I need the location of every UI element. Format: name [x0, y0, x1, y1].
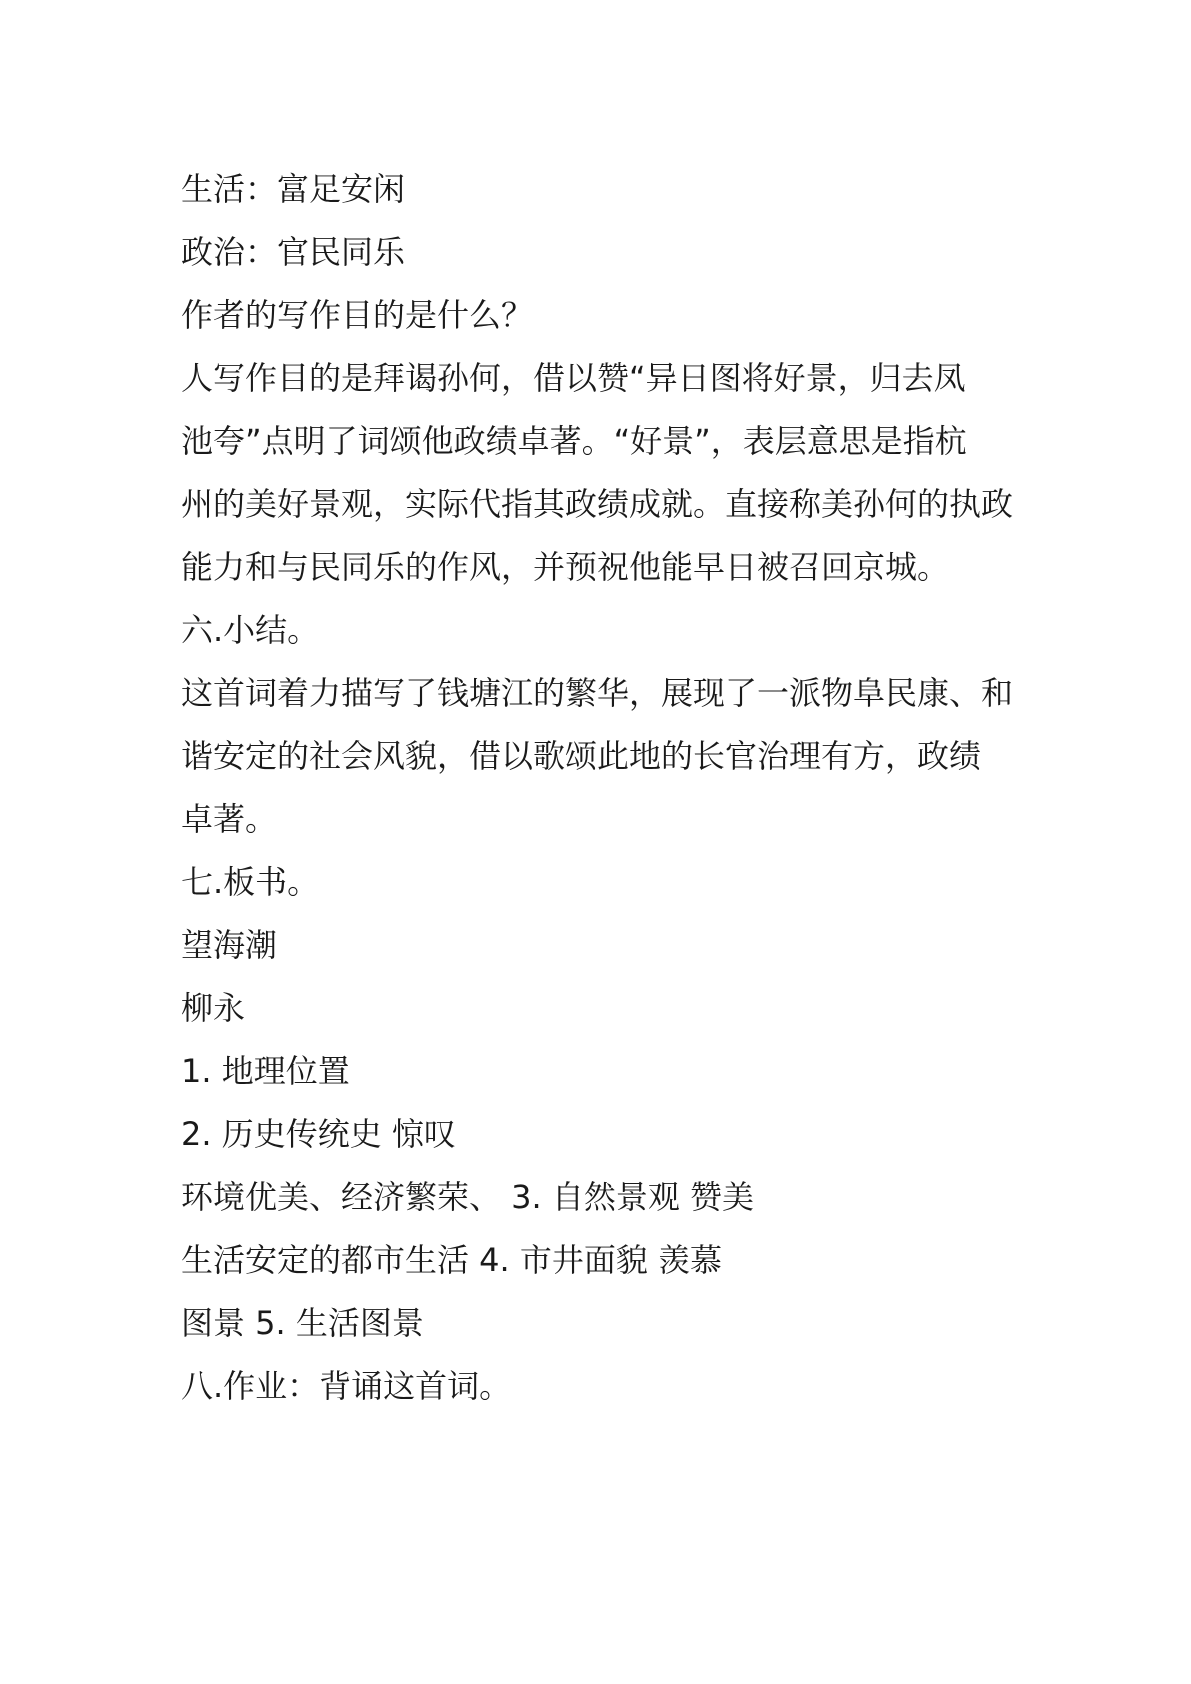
outline-item: 环境优美、经济繁荣、 3. 自然景观 赞美: [181, 1178, 755, 1216]
paragraph-line: 谐安定的社会风貌，借以歌颂此地的长官治理有方，政绩: [181, 737, 982, 775]
outline-item: 1. 地理位置: [181, 1052, 350, 1090]
text-line-politics: 政治：官民同乐: [181, 233, 406, 271]
poem-author: 柳永: [181, 989, 246, 1027]
paragraph-line: 卓著。: [181, 800, 278, 838]
section-heading-homework: 八.作业：背诵这首词。: [181, 1367, 512, 1405]
text-line-life: 生活：富足安闲: [181, 170, 406, 208]
section-heading-blackboard: 七.板书。: [181, 863, 320, 901]
outline-item: 2. 历史传统史 惊叹: [181, 1115, 456, 1153]
paragraph-line: 池夸”点明了词颂他政绩卓著。“好景”，表层意思是指杭: [181, 422, 967, 460]
paragraph-line: 能力和与民同乐的作风，并预祝他能早日被召回京城。: [181, 548, 950, 586]
paragraph-line: 人写作目的是拜谒孙何，借以赞“异日图将好景，归去凤: [181, 359, 966, 397]
paragraph-line: 这首词着力描写了钱塘江的繁华，展现了一派物阜民康、和: [181, 674, 1014, 712]
paragraph-line: 州的美好景观，实际代指其政绩成就。直接称美孙何的执政: [181, 485, 1014, 523]
question-heading: 作者的写作目的是什么？: [181, 296, 534, 334]
section-heading-summary: 六.小结。: [181, 611, 320, 649]
poem-title: 望海潮: [181, 926, 278, 964]
outline-item: 生活安定的都市生活 4. 市井面貌 羡慕: [181, 1241, 723, 1279]
document-body: [181, 158, 1031, 1418]
outline-item: 图景 5. 生活图景: [181, 1304, 424, 1342]
